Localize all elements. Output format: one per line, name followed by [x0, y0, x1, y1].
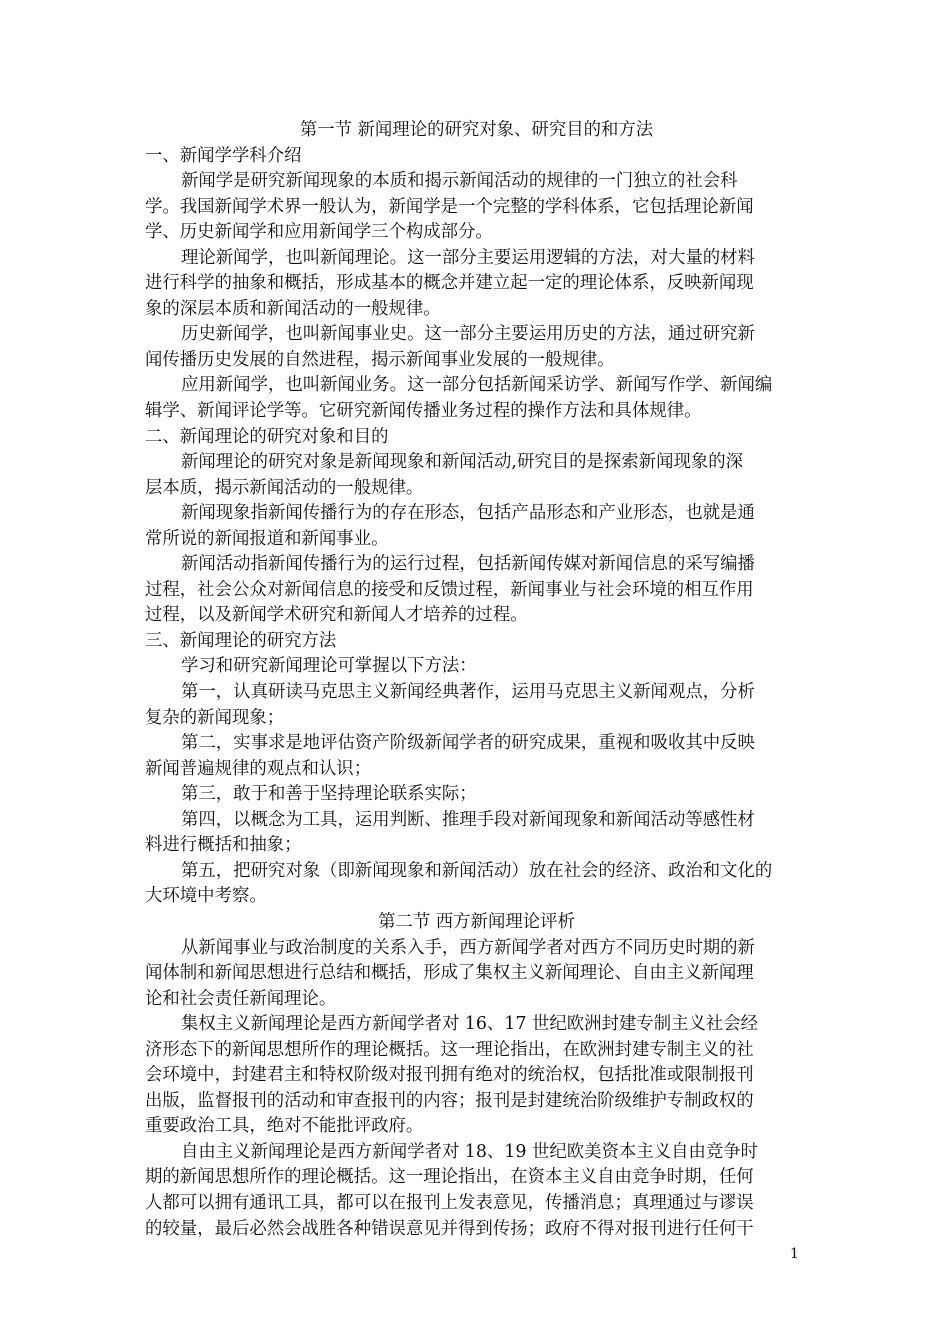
text-line: 一、新闻学学科介绍	[145, 145, 302, 166]
text-line: 辑学、新闻评论学等。它研究新闻传播业务过程的操作方法和具体规律。	[145, 401, 702, 422]
text-line: 新闻现象指新闻传播行为的存在形态，包括产品形态和产业形态，也就是通	[181, 503, 755, 524]
text-line: 第三，敢于和善于坚持理论联系实际；	[181, 784, 477, 805]
text-line: 新闻理论的研究对象是新闻现象和新闻活动,研究目的是探索新闻现象的深	[181, 452, 744, 473]
text-line: 闻传播历史发展的自然进程，揭示新闻事业发展的一般规律。	[145, 349, 615, 370]
text-line: 学习和研究新闻理论可掌握以下方法：	[181, 656, 477, 677]
text-line: 闻体制和新闻思想进行总结和概括，形成了集权主义新闻理论、自由主义新闻理	[145, 963, 754, 984]
text-line: 从新闻事业与政治制度的关系入手，西方新闻学者对西方不同历史时期的新	[181, 937, 755, 958]
text-line: 的较量，最后必然会战胜各种错误意见并得到传扬；政府不得对报刊进行任何干	[145, 1218, 754, 1239]
text-line: 重要政治工具，绝对不能批评政府。	[145, 1116, 424, 1137]
text-line: 理论新闻学，也叫新闻理论。这一部分主要运用逻辑的方法，对大量的材料	[181, 247, 755, 268]
text-line: 新闻活动指新闻传播行为的运行过程，包括新闻传媒对新闻信息的采写编播	[181, 554, 755, 575]
text-line: 人都可以拥有通讯工具，都可以在报刊上发表意见，传播消息；真理通过与谬误	[145, 1192, 754, 1213]
text-line: 过程，以及新闻学术研究和新闻人才培养的过程。	[145, 605, 528, 626]
text-line: 出版，监督报刊的活动和审查报刊的内容；报刊是封建统治阶级维护专制政权的	[145, 1090, 754, 1111]
document-body	[145, 118, 808, 1242]
text-line: 第五，把研究对象（即新闻现象和新闻活动）放在社会的经济、政治和文化的	[181, 860, 773, 881]
section-title: 第二节 西方新闻理论评析	[378, 911, 575, 932]
page-number: 1	[790, 1246, 799, 1262]
text-line: 历史新闻学，也叫新闻事业史。这一部分主要运用历史的方法，通过研究新	[181, 324, 755, 345]
text-line: 自由主义新闻理论是西方新闻学者对 18、19 世纪欧美资本主义自由竞争时	[181, 1141, 759, 1162]
text-line: 济形态下的新闻思想所作的理论概括。这一理论指出，在欧洲封建专制主义的社	[145, 1039, 754, 1060]
text-line: 复杂的新闻现象；	[145, 707, 285, 728]
text-line: 料进行概括和抽象；	[145, 835, 302, 856]
text-line: 第四，以概念为工具，运用判断、推理手段对新闻现象和新闻活动等感性材	[181, 809, 755, 830]
text-line: 第二，实事求是地评估资产阶级新闻学者的研究成果，重视和吸收其中反映	[181, 733, 755, 754]
text-line: 学。我国新闻学术界一般认为，新闻学是一个完整的学科体系，它包括理论新闻	[145, 196, 754, 217]
text-line: 进行科学的抽象和概括，形成基本的概念并建立起一定的理论体系，反映新闻现	[145, 273, 754, 294]
text-line: 论和社会责任新闻理论。	[145, 988, 337, 1009]
text-line: 期的新闻思想所作的理论概括。这一理论指出，在资本主义自由竞争时期，任何	[145, 1167, 754, 1188]
text-line: 新闻学是研究新闻现象的本质和揭示新闻活动的规律的一门独立的社会科	[181, 171, 738, 192]
text-line: 三、新闻理论的研究方法	[145, 630, 337, 651]
text-line: 第一，认真研读马克思主义新闻经典著作，运用马克思主义新闻观点，分析	[181, 682, 755, 703]
text-line: 大环境中考察。	[145, 886, 267, 907]
text-line: 过程，社会公众对新闻信息的接受和反馈过程，新闻事业与社会环境的相互作用	[145, 579, 754, 600]
section-title: 第一节 新闻理论的研究对象、研究目的和方法	[299, 120, 654, 140]
text-line: 常所说的新闻报道和新闻事业。	[145, 528, 389, 549]
text-line: 集权主义新闻理论是西方新闻学者对 16、17 世纪欧洲封建专制主义社会经	[181, 1014, 759, 1035]
text-line: 学、历史新闻学和应用新闻学三个构成部分。	[145, 222, 493, 243]
text-line: 应用新闻学，也叫新闻业务。这一部分包括新闻采访学、新闻写作学、新闻编	[181, 375, 773, 396]
text-line: 新闻普遍规律的观点和认识；	[145, 758, 372, 779]
text-line: 二、新闻理论的研究对象和目的	[145, 426, 389, 447]
text-line: 象的深层本质和新闻活动的一般规律。	[145, 298, 441, 319]
text-line: 层本质，揭示新闻活动的一般规律。	[145, 477, 424, 498]
text-line: 会环境中，封建君主和特权阶级对报刊拥有绝对的统治权，包括批准或限制报刊	[145, 1065, 754, 1086]
